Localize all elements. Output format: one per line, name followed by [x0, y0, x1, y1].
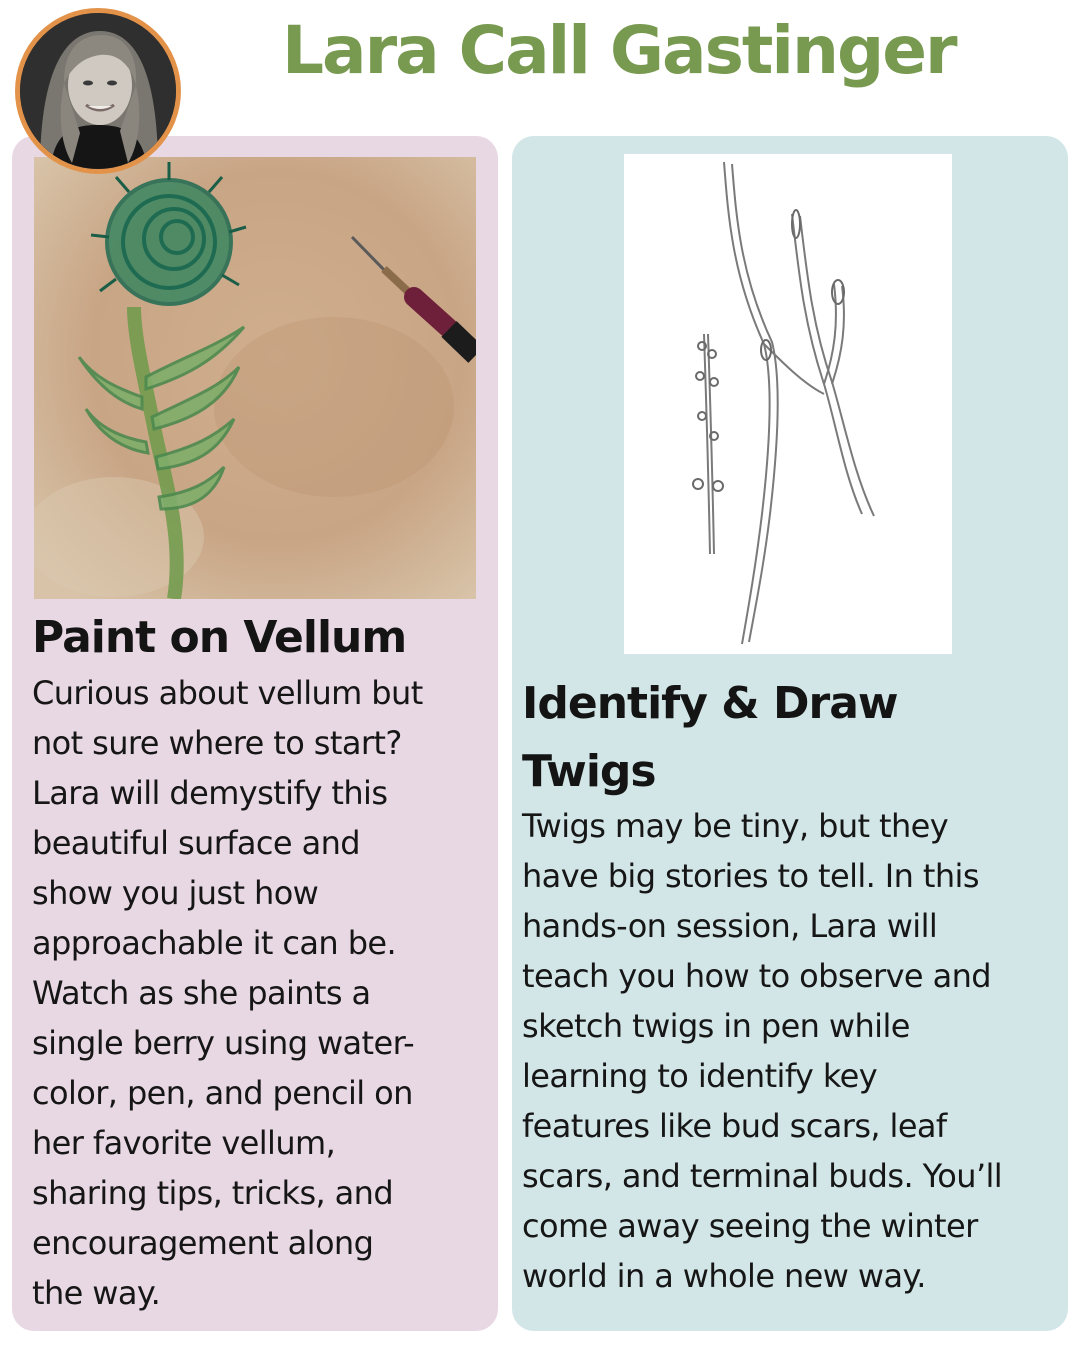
body-line: hands-on session, Lara will — [522, 907, 938, 945]
body-line: beautiful surface and — [32, 824, 360, 862]
body-line: not sure where to start? — [32, 724, 402, 762]
body-line: the way. — [32, 1274, 161, 1312]
body-line: come away seeing the winter — [522, 1207, 978, 1245]
body-line: teach you how to observe and — [522, 957, 991, 995]
right-card-body — [522, 801, 1066, 1301]
body-line: sharing tips, tricks, and — [32, 1174, 394, 1212]
body-line: Curious about vellum but — [32, 674, 423, 712]
twig-drawing-image — [624, 154, 952, 654]
title-line: Identify & Draw — [522, 678, 898, 729]
body-line: show you just how — [32, 874, 319, 912]
body-line: learning to identify key — [522, 1057, 878, 1095]
body-line: scars, and terminal buds. You’ll — [522, 1157, 1003, 1195]
body-line: approachable it can be. — [32, 924, 397, 962]
avatar — [15, 8, 181, 174]
portrait-photo — [20, 13, 176, 169]
body-line: sketch twigs in pen while — [522, 1007, 910, 1045]
body-line: Lara will demystify this — [32, 774, 388, 812]
body-line: Watch as she paints a — [32, 974, 371, 1012]
page-title: Lara Call Gastinger — [282, 12, 956, 89]
body-line: encouragement along — [32, 1224, 374, 1262]
fern-painting-image — [34, 157, 476, 599]
body-line: have big stories to tell. In this — [522, 857, 979, 895]
body-line: Twigs may be tiny, but they — [522, 807, 949, 845]
body-line: features like bud scars, leaf — [522, 1107, 947, 1145]
body-line: single berry using water- — [32, 1024, 415, 1062]
twig-pencil-drawing — [624, 154, 952, 654]
body-line: color, pen, and pencil on — [32, 1074, 413, 1112]
left-card-title: Paint on Vellum — [32, 612, 407, 663]
body-line: her favorite vellum, — [32, 1124, 336, 1162]
fern-fiddlehead-painting — [34, 157, 476, 599]
right-card-title — [522, 670, 1022, 806]
left-card-body — [32, 668, 494, 1318]
body-line: world in a whole new way. — [522, 1257, 926, 1295]
title-line: Twigs — [522, 746, 656, 797]
